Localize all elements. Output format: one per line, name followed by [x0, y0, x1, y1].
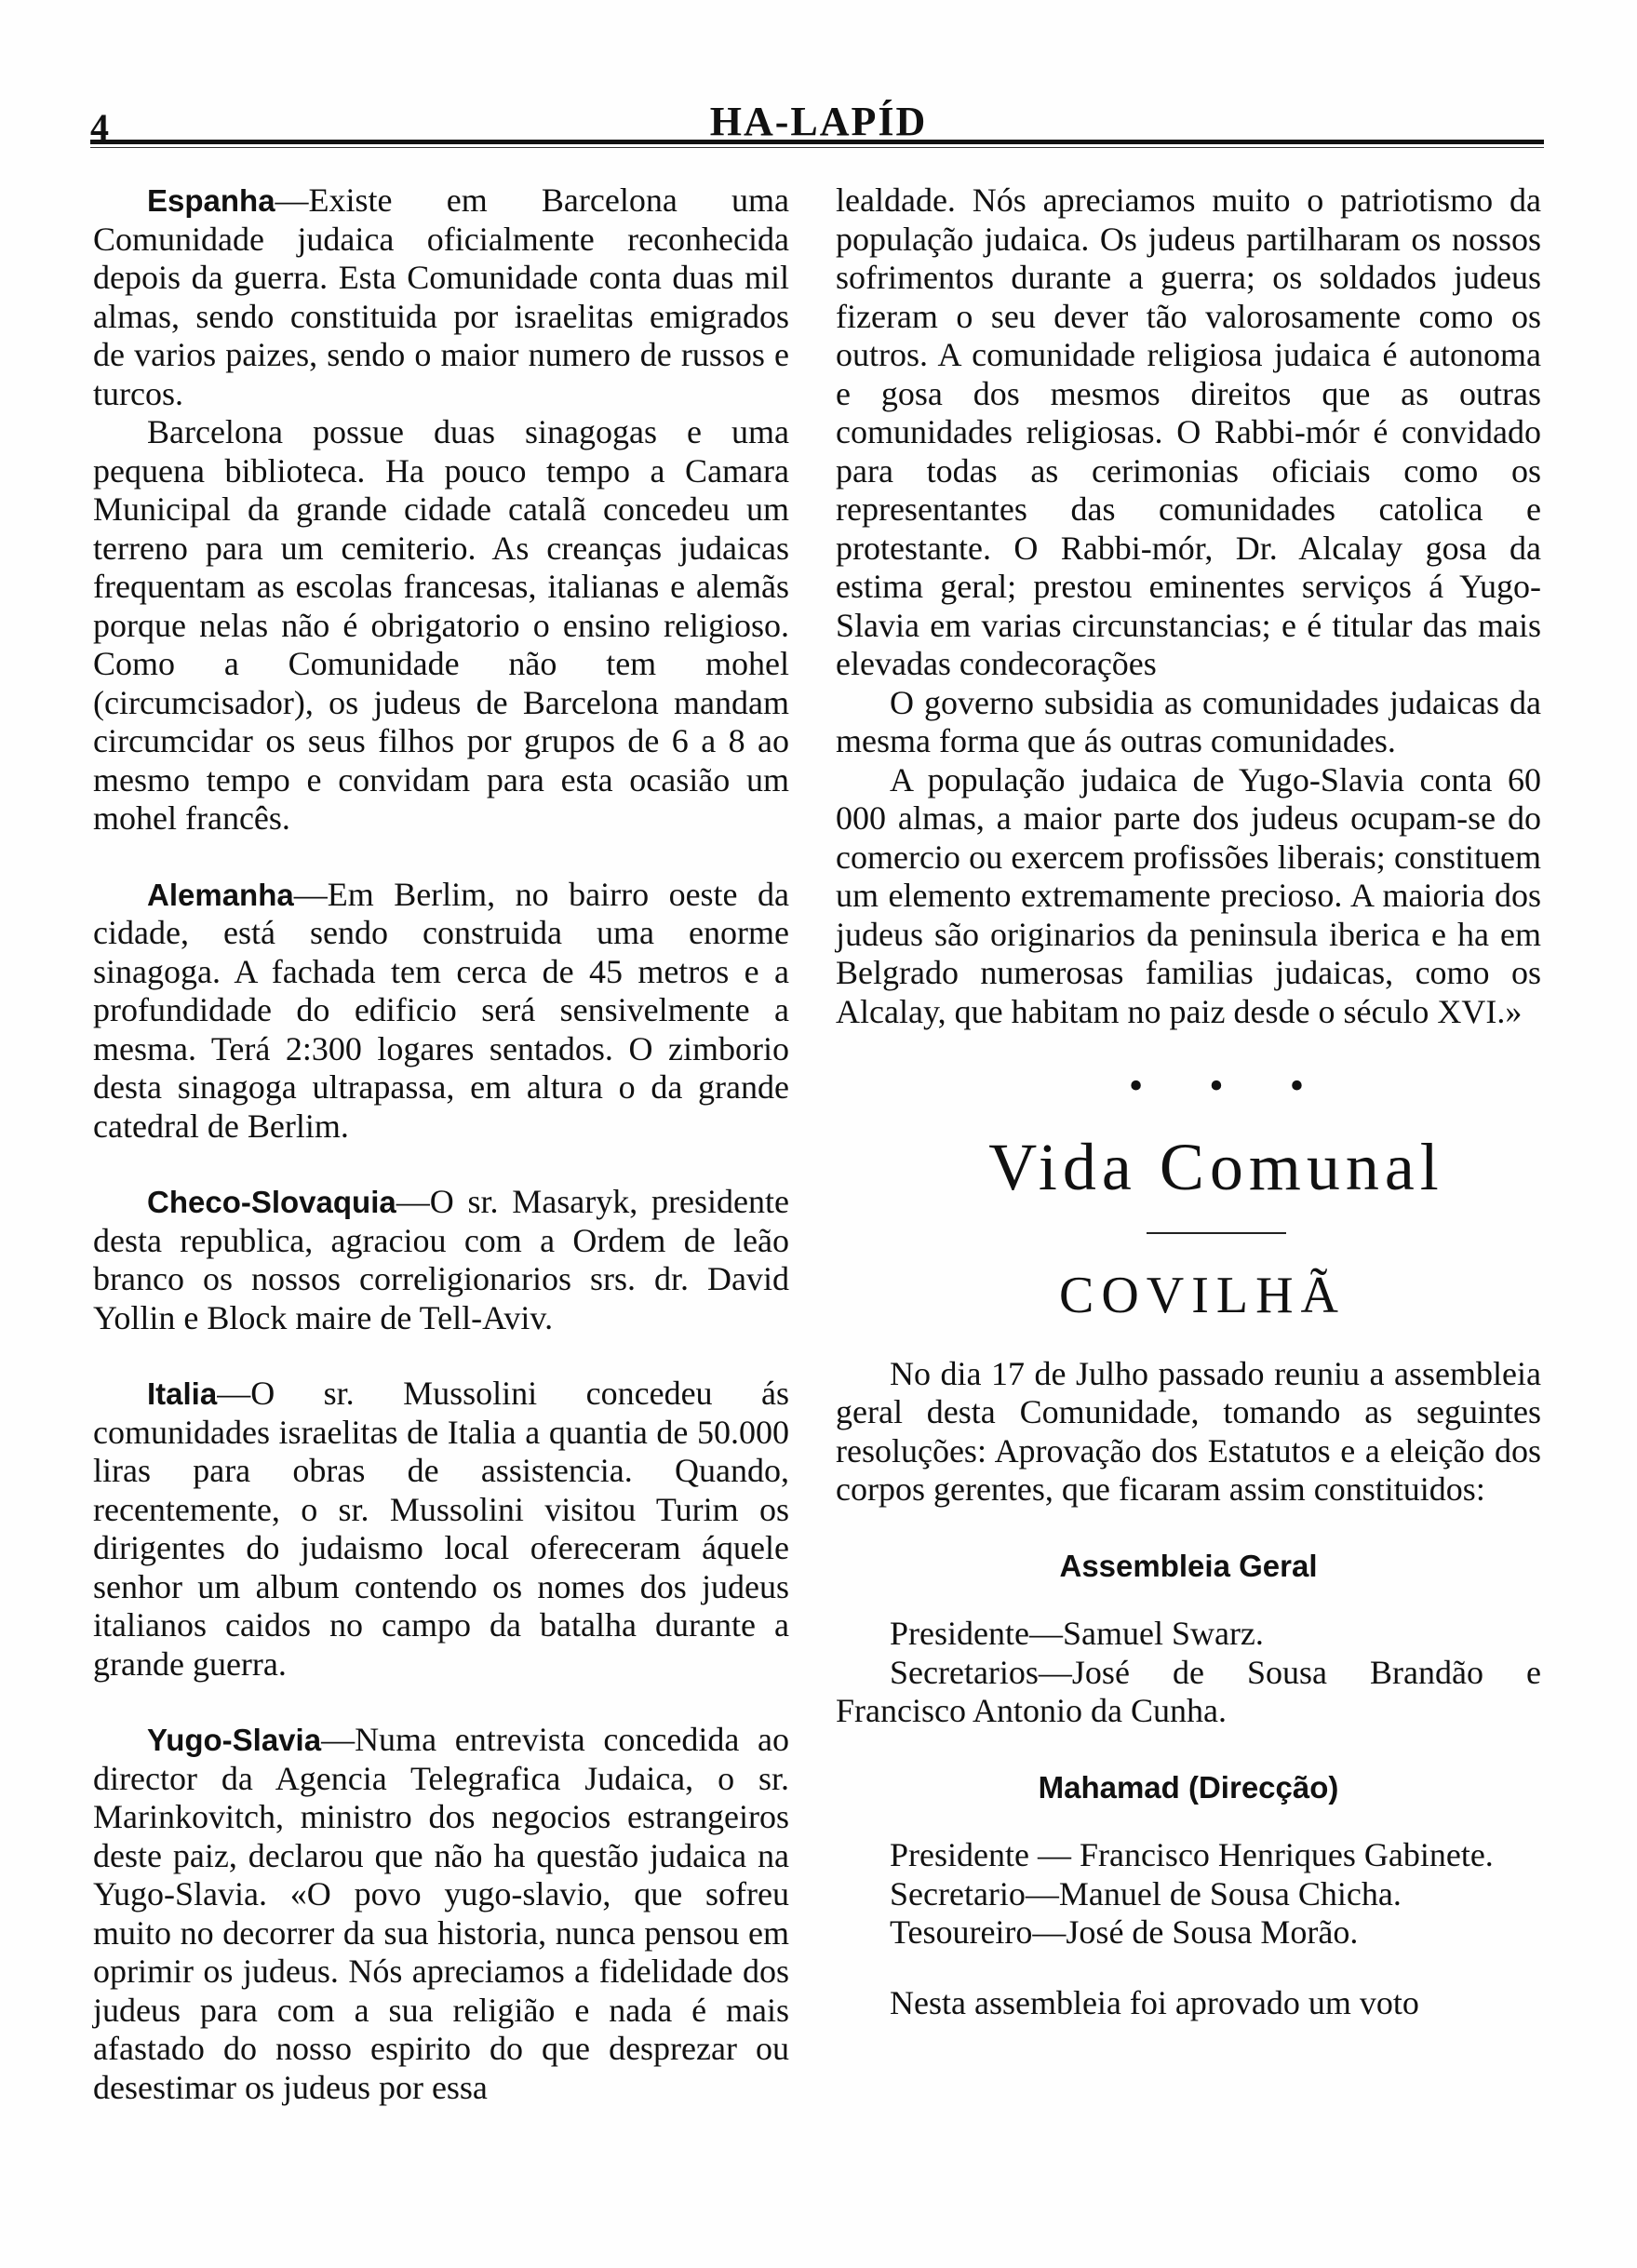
espanha-paragraph-2: Barcelona possue duas sinagogas e uma pequena biblioteca. Ha pouco tempo a Camara Municipal da grande cidade catalã concedeu um terreno para um cemiterio. As creanças judaicas frequentam as escolas francesas, italianas e alemãs porque nelas não é obrigatorio o ensino religioso. Como a Comunidade não tem mohel (circumcisador), os judeus de Barcelona mandam circumcidar os seus filhos por grupos de 6 a 8 ao mesmo tempo e convidam para esta ocasião um mohel francês.	[93, 413, 789, 837]
section-title: Vida Comunal	[988, 1129, 1444, 1204]
mahamad-presidente: Presidente — Francisco Henriques Gabinete.	[890, 1836, 1494, 1873]
alemanha-lead: Alemanha	[147, 877, 294, 912]
italia-paragraph	[93, 1375, 789, 1684]
journal-title: HA-LAPÍD	[709, 99, 928, 144]
city-heading: COVILHÃ	[1059, 1266, 1346, 1324]
assembleia-heading: Assembleia Geral	[1059, 1548, 1318, 1583]
italia-text: —O sr. Mussolini concedeu ás comunidades israelitas de Italia a quantia de 50.000 liras para obras de assistencia. Quando, recentemente, o sr. Mussolini visitou Turim os dirigentes do judaismo local ofereceram áquele senhor um album contendo os nomes dos judeus italianos caidos no campo da batalha durante a grande guerra.	[93, 1375, 789, 1683]
header-rule	[90, 140, 1544, 144]
left-column	[93, 181, 789, 2107]
populacao-paragraph: A população judaica de Yugo-Slavia conta 60 000 almas, a maior parte dos judeus ocupam-se do comercio ou exercem profissões liberais; constituem um elemento extremamente precioso. A maioria dos judeus são originarios da peninsula iberica e ha em Belgrado numerosas familias judaicas, como os Alcalay, que habitam no paiz desde o século XVI.»	[836, 760, 1541, 1030]
mahamad-heading: Mahamad (Direcção)	[1038, 1769, 1339, 1805]
assembleia-presidente: Presidente—Samuel Swarz.	[890, 1615, 1264, 1652]
assembleia-intro: No dia 17 de Julho passado reuniu a assembleia geral desta Comunidade, tomando as seguintes resoluções: Aprovação dos Estatutos e a eleição dos corpos gerentes, que ficaram assim constituidos:	[836, 1354, 1541, 1508]
checo-paragraph	[93, 1183, 789, 1337]
yugo-lead: Yugo-Slavia	[147, 1723, 322, 1757]
section-separator-dots: • • •	[1128, 1063, 1333, 1108]
yugo-paragraph	[93, 1721, 789, 2107]
italia-lead: Italia	[147, 1376, 218, 1411]
checo-lead: Checo-Slovaquia	[147, 1185, 396, 1219]
espanha-lead: Espanha	[147, 183, 275, 218]
yugo-continuation: lealdade. Nós apreciamos muito o patriotismo da população judaica. Os judeus partilharam os nossos sofrimentos durante a guerra; os soldados judeus fizeram o seu dever tão valorosamente como os outros. A comunidade religiosa judaica é autonoma e gosa dos mesmos direitos que as outras comunidades religiosas. O Rabbi-mór é convidado para todas as cerimonias oficiais como os representantes das comunidades catolica e protestante. O Rabbi-mór, Dr. Alcalay gosa da estima geral; prestou eminentes serviços á Yugo-Slavia em varias circunstancias; e é titular das mais elevadas condecorações	[836, 181, 1541, 682]
espanha-text: —Existe em Barcelona uma Comunidade judaica oficialmente reconhecida depois da guerra. Esta Comunidade conta duas mil almas, sendo constituida por israelitas emigrados de varios paizes, sendo o maior numero de russos e turcos.	[93, 181, 789, 412]
right-column	[836, 181, 1541, 2022]
governo-paragraph: O governo subsidia as comunidades judaicas da mesma forma que ás outras comunidades.	[836, 683, 1541, 759]
voto-paragraph: Nesta assembleia foi aprovado um voto	[890, 1983, 1419, 2021]
checo-text: —O sr. Masaryk, presidente desta republica, agraciou com a Ordem de leão branco os nossos correligionarios srs. dr. David Yollin e Block maire de Tell-Aviv.	[93, 1183, 789, 1336]
page-number: 4	[90, 106, 109, 148]
assembleia-secretarios: Secretarios—José de Sousa Brandão e Francisco Antonio da Cunha.	[836, 1653, 1541, 1729]
mahamad-tesoureiro: Tesoureiro—José de Sousa Morão.	[890, 1913, 1359, 1951]
alemanha-paragraph	[93, 876, 789, 1147]
alemanha-text: —Em Berlim, no bairro oeste da cidade, está sendo construida uma enorme sinagoga. A fachada tem cerca de 45 metros e a profundidade do edificio será sensivelmente a mesma. Terá 2:300 logares sentados. O zimborio desta sinagoga ultrapassa, em altura o da grande catedral de Berlim.	[93, 875, 789, 1145]
espanha-paragraph	[93, 181, 789, 413]
title-divider	[1147, 1232, 1286, 1234]
header-rule-thin	[90, 147, 1544, 148]
yugo-text: —Numa entrevista concedida ao director da Agencia Telegrafica Judaica, o sr. Marinkovitch, ministro dos negocios estrangeiros deste paiz, declarou que não ha questão judaica na Yugo-Slavia. «O povo yugo-slavio, que sofreu muito no decorrer da sua historia, nunca pensou em oprimir os judeus. Nós apreciamos a fidelidade dos judeus para com a sua religião e nada é mais afastado do nosso espirito do que desprezar ou desestimar os judeus por essa	[93, 1721, 789, 2106]
mahamad-secretario: Secretario—Manuel de Sousa Chicha.	[890, 1874, 1402, 1912]
